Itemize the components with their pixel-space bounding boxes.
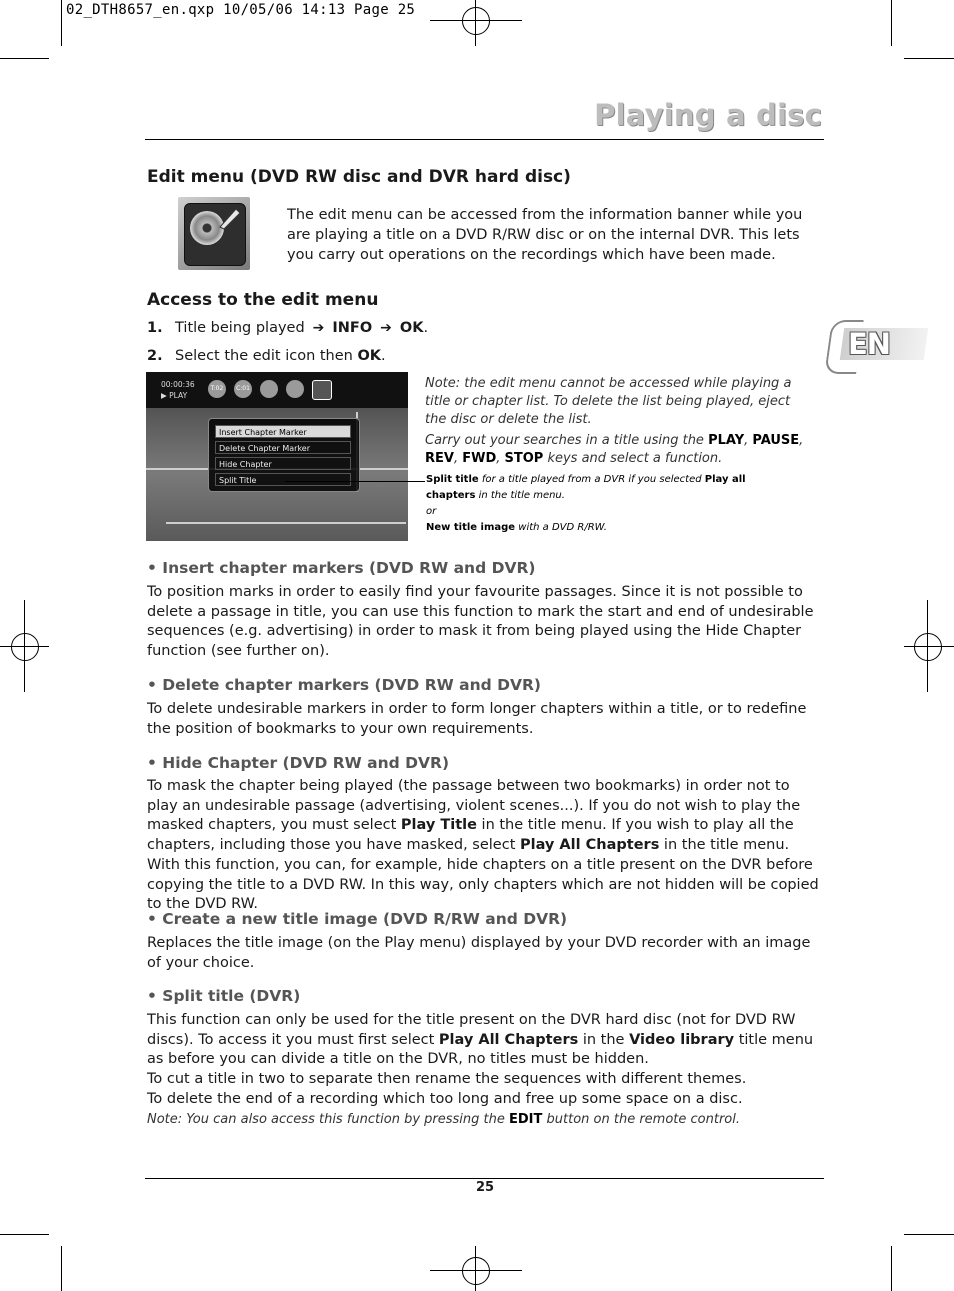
section-hide-heading: • Hide Chapter (DVD RW and DVR)	[147, 754, 450, 772]
section-split-line-3: To delete the end of a recording which too long and free up some space on a disc.	[147, 1091, 743, 1107]
step-2	[147, 348, 386, 364]
callout-split-italic: for a title played from a DVR if you selected	[478, 474, 705, 485]
play-all-chapters-bold: Play All Chapters	[438, 1031, 579, 1048]
side-note-2	[425, 432, 810, 468]
registration-mark-bottom	[462, 1257, 490, 1285]
callout-new-title-image	[426, 520, 607, 536]
callout-chapters	[426, 488, 565, 504]
split-text-3: title menu as before you can divide a title on the DVR, no titles must be hidden.	[147, 1031, 814, 1068]
callout-play-all: Play all	[704, 474, 746, 485]
section-delete-text: To delete undesirable markers in order to form longer chapters within a title, or to redefine the position of bookmarks to your own requirements.	[147, 701, 807, 737]
hide-text-3: in the title menu. With this function, you can, for example, hide chapters on a title present on the DVR before copying the title to a DVD RW. In this way, only chapters which are not hidden will be copied to the DVD RW.	[147, 837, 819, 913]
step-1-number: 1.	[147, 320, 163, 336]
key-stop: STOP	[504, 451, 544, 466]
step-1-text: Title being played	[175, 320, 305, 336]
hide-text-1: To mask the chapter being played (the passage between two bookmarks) in order not to play an undesirable passage (advertising, violent scenes...). If you do not wish to play the masked chapters, you must select	[147, 778, 801, 834]
section-insert-heading: • Insert chapter markers (DVD RW and DVR)	[147, 559, 536, 577]
edit-menu-screenshot	[146, 372, 408, 541]
callout-split-title	[426, 472, 746, 488]
key-ok: OK	[399, 320, 424, 336]
play-all-chapters-bold: Play All Chapters	[520, 837, 660, 854]
step-2-text: Select the edit icon then	[175, 348, 358, 364]
play-title-bold: Play Title	[400, 817, 477, 834]
timecode: 00:00:36	[161, 380, 195, 389]
section-hide-text	[147, 777, 822, 915]
split-text-2: in the	[578, 1031, 630, 1048]
edit-icon	[312, 380, 332, 400]
section-split-line-2: To cut a title in two to separate then rename the sequences with different themes.	[147, 1071, 747, 1087]
callout-or-text: or	[426, 506, 437, 517]
callout-chapters-italic: in the title menu.	[475, 490, 565, 501]
step-1-end: .	[423, 320, 429, 336]
section-new-title-heading: • Create a new title image (DVD R/RW and DVR)	[147, 910, 568, 928]
crop-mark-top-left-h	[0, 58, 49, 59]
crop-mark-bottom-right-h	[904, 1234, 954, 1235]
menu-item-insert-chapter-marker: Insert Chapter Marker	[215, 425, 351, 438]
callout-new-title-bold: New title image	[426, 522, 516, 533]
menu-item-split-title: Split Title	[215, 473, 351, 486]
subtitle-icon	[286, 380, 304, 398]
registration-mark-right	[914, 633, 942, 661]
side-note-1: Note: the edit menu cannot be accessed while playing a title or chapter list. To delete the list being played, eject the disc or delete the list.	[425, 376, 792, 427]
key-play: PLAY	[708, 433, 745, 448]
crop-mark-top-left-v	[61, 0, 62, 46]
crop-mark-bottom-right-v	[891, 1246, 892, 1291]
title-icon: T:02	[208, 380, 226, 398]
section-split-note	[147, 1112, 740, 1127]
edit-menu-intro: The edit menu can be accessed from the information banner while you are playing a title on a DVD R/RW disc or on the internal DVR. This lets you carry out operations on the recordings which have been made.	[287, 207, 803, 263]
hide-text-2: in the title menu. If you wish to play all the chapters, including those you have masked, select	[147, 817, 794, 854]
callout-leader-line	[285, 481, 425, 482]
callout-chapters-bold: chapters	[426, 490, 476, 501]
menu-item-delete-chapter-marker: Delete Chapter Marker	[215, 441, 351, 454]
key-rev: REV	[425, 451, 454, 466]
section-new-title-text: Replaces the title image (on the Play menu) displayed by your DVD recorder with an image of your choice.	[147, 935, 811, 971]
registration-mark-right-v	[927, 600, 928, 692]
arrow-icon: ➔	[312, 320, 325, 336]
split-note-a: Note: You can also access this function by pressing the	[147, 1112, 509, 1127]
registration-mark-top-h	[430, 20, 522, 21]
split-note-c: button on the remote control.	[542, 1112, 740, 1127]
registration-mark-left-v	[24, 600, 25, 692]
callout-split-bold: Split title	[426, 474, 479, 485]
comma: ,	[453, 451, 463, 466]
step-2-number: 2.	[147, 348, 163, 364]
edit-menu-heading: Edit menu (DVD RW disc and DVR hard disc)	[147, 167, 571, 187]
language-tab-label: EN	[848, 327, 891, 361]
comma: ,	[799, 433, 804, 448]
play-status: ▶ PLAY	[161, 391, 188, 400]
key-edit: EDIT	[509, 1112, 543, 1127]
registration-mark-top	[462, 7, 490, 35]
key-info: INFO	[332, 320, 373, 336]
callout-or	[426, 504, 436, 520]
side-note-2-a: Carry out your searches in a title using the	[425, 433, 709, 448]
step-1	[147, 320, 428, 336]
edit-disc-icon	[178, 197, 250, 270]
key-pause: PAUSE	[752, 433, 800, 448]
arrow-icon: ➔	[380, 320, 392, 336]
audio-icon	[260, 380, 278, 398]
page-number: 25	[475, 1180, 495, 1195]
footer-rule	[145, 1178, 824, 1179]
page-title: Playing a disc	[594, 98, 822, 132]
registration-mark-left	[11, 633, 39, 661]
key-fwd: FWD	[462, 451, 497, 466]
crop-mark-top-right-h	[904, 58, 954, 59]
comma: ,	[744, 433, 753, 448]
access-heading: Access to the edit menu	[147, 290, 379, 310]
pencil-icon	[218, 207, 242, 231]
crop-mark-top-right-v	[891, 0, 892, 46]
chapter-icon: C:01	[234, 380, 252, 398]
section-split-heading: • Split title (DVR)	[147, 987, 301, 1005]
callout-new-title-italic: with a DVD R/RW.	[515, 522, 607, 533]
registration-mark-bottom-h	[430, 1270, 522, 1271]
registration-mark-bottom-v	[475, 1246, 476, 1291]
header-rule	[145, 139, 824, 140]
split-text-1: This function can only be used for the title present on the DVR hard disc (not for DVD RW discs). To access it you must first select	[147, 1012, 796, 1048]
crop-mark-bottom-left-h	[0, 1234, 49, 1235]
comma: ,	[496, 451, 505, 466]
crop-mark-bottom-left-v	[61, 1246, 62, 1291]
menu-item-hide-chapter: Hide Chapter	[215, 457, 351, 470]
key-ok: OK	[357, 348, 382, 364]
video-library-bold: Video library	[629, 1031, 735, 1048]
section-split-text	[147, 1011, 822, 1070]
side-note-2-b: keys and select a function.	[543, 451, 723, 466]
registration-mark-top-v	[475, 0, 476, 46]
section-insert-text: To position marks in order to easily find your favourite passages. Since it is not possible to delete a passage in title, you can use this function to mark the start and end of undesirable sequences (e.g. advertising) in order to mask it from being played using the Hide Chapter function (see further on).	[147, 584, 814, 660]
language-tab	[828, 320, 926, 372]
file-slug: 02_DTH8657_en.qxp 10/05/06 14:13 Page 25	[66, 2, 416, 18]
court-line	[166, 522, 406, 524]
section-delete-heading: • Delete chapter markers (DVD RW and DVR)	[147, 676, 541, 694]
registration-mark-right-h	[904, 646, 954, 647]
step-2-end: .	[381, 348, 386, 364]
